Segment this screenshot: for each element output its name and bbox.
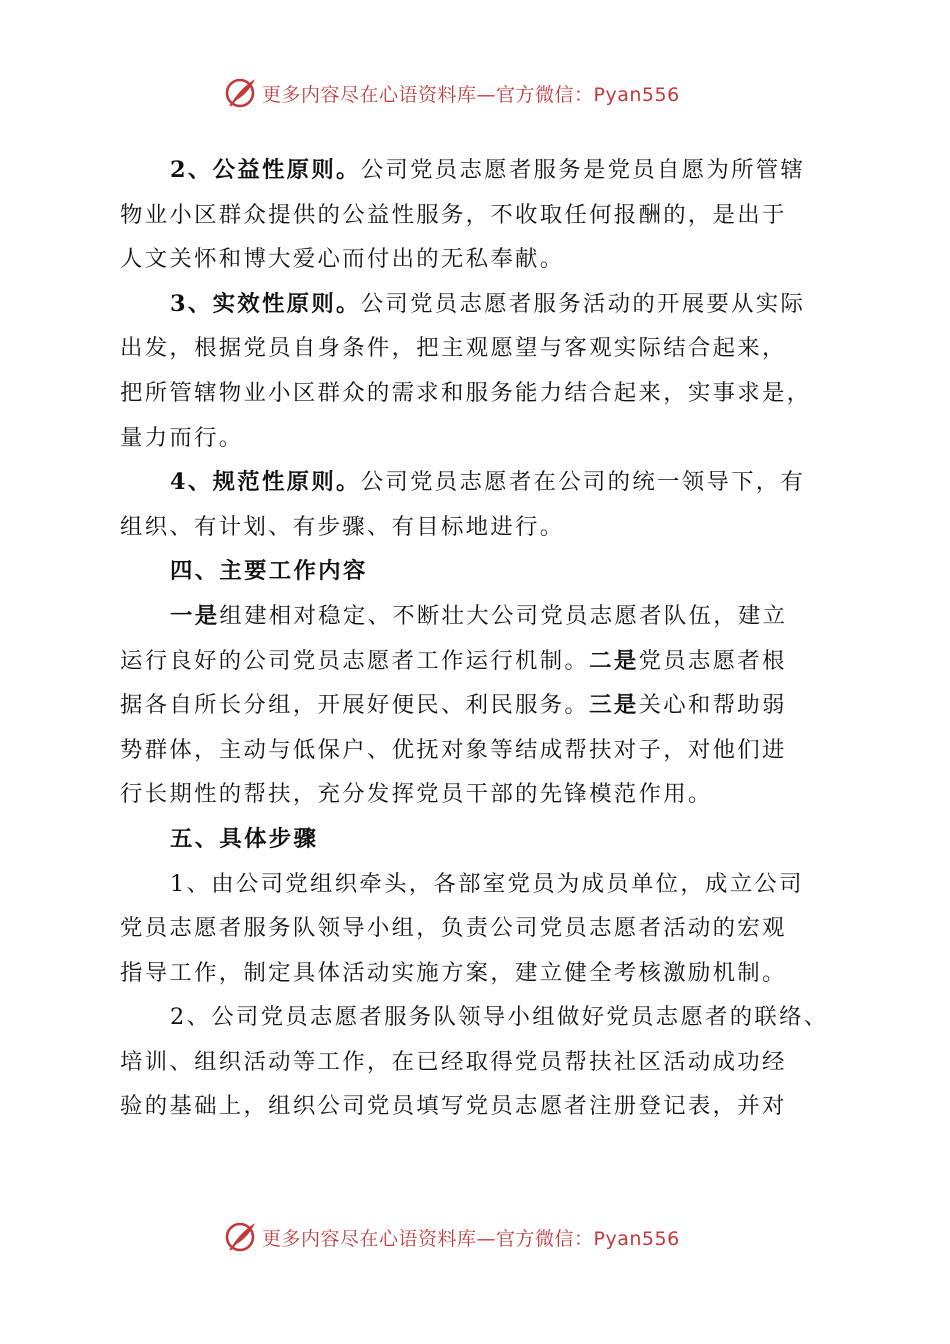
paragraph-line: 1、由公司党组织牵头，各部室党员为成员单位，成立公司 (170, 870, 804, 897)
banner-text: 更多内容尽在心语资料库—官方微信：Pyan556 (262, 83, 680, 106)
header-watermark-banner (222, 73, 680, 113)
paragraph-line: 3、实效性原则。公司党员志愿者服务活动的开展要从实际 (170, 290, 806, 317)
paragraph-line: 验的基础上，组织公司党员填写党员志愿者注册登记表，并对 (120, 1093, 787, 1120)
paragraph-line: 把所管辖物业小区群众的需求和服务能力结合起来，实事求是， (120, 379, 812, 406)
paragraph-line: 培训、组织活动等工作，在已经取得党员帮扶社区活动成功经 (120, 1048, 787, 1075)
paragraph-line: 组织、有计划、有步骤、有目标地进行。 (120, 513, 565, 540)
paragraph-line: 物业小区群众提供的公益性服务，不收取任何报酬的，是出于 (120, 201, 787, 228)
paragraph-line: 量力而行。 (120, 424, 244, 451)
banner-text: 更多内容尽在心语资料库—官方微信：Pyan556 (262, 1227, 680, 1250)
principle-heading: 4、规范性原则。 (170, 469, 361, 496)
paragraph-line: 运行良好的公司党员志愿者工作运行机制。二是党员志愿者根 (120, 647, 787, 674)
paragraph-line: 行长期性的帮扶，充分发挥党员干部的先锋模范作用。 (120, 781, 713, 808)
footer-watermark-banner (222, 1217, 680, 1257)
paragraph-line: 人文关怀和博大爱心而付出的无私奉献。 (120, 246, 565, 273)
paragraph-line: 4、规范性原则。公司党员志愿者在公司的统一领导下，有 (170, 469, 806, 496)
section-heading: 四、主要工作内容 (170, 558, 368, 585)
section-heading: 五、具体步骤 (170, 825, 319, 852)
document-body (120, 148, 832, 1129)
paragraph-line: 一是组建相对稳定、不断壮大公司党员志愿者队伍，建立 (170, 602, 788, 629)
paragraph-line: 指导工作，制定具体活动实施方案，建立健全考核激励机制。 (120, 959, 787, 986)
paragraph-line: 势群体，主动与低保户、优抚对象等结成帮扶对子，对他们进 (120, 736, 787, 763)
paragraph-line: 2、公司党员志愿者服务队领导小组做好党员志愿者的联络、 (170, 1004, 829, 1031)
paragraph-line: 党员志愿者服务队领导小组，负责公司党员志愿者活动的宏观 (120, 915, 787, 942)
paragraph-line: 据各自所长分组，开展好便民、利民服务。三是关心和帮助弱 (120, 692, 787, 719)
paragraph-line: 出发，根据党员自身条件，把主观愿望与客观实际结合起来， (120, 335, 787, 362)
principle-heading: 2、公益性原则。 (170, 157, 361, 183)
paragraph-line: 2、公益性原则。公司党员志愿者服务是党员自愿为所管辖 (170, 157, 806, 183)
feather-pen-circle-icon (222, 1219, 258, 1255)
principle-heading: 3、实效性原则。 (170, 290, 361, 317)
feather-pen-circle-icon (222, 75, 258, 111)
